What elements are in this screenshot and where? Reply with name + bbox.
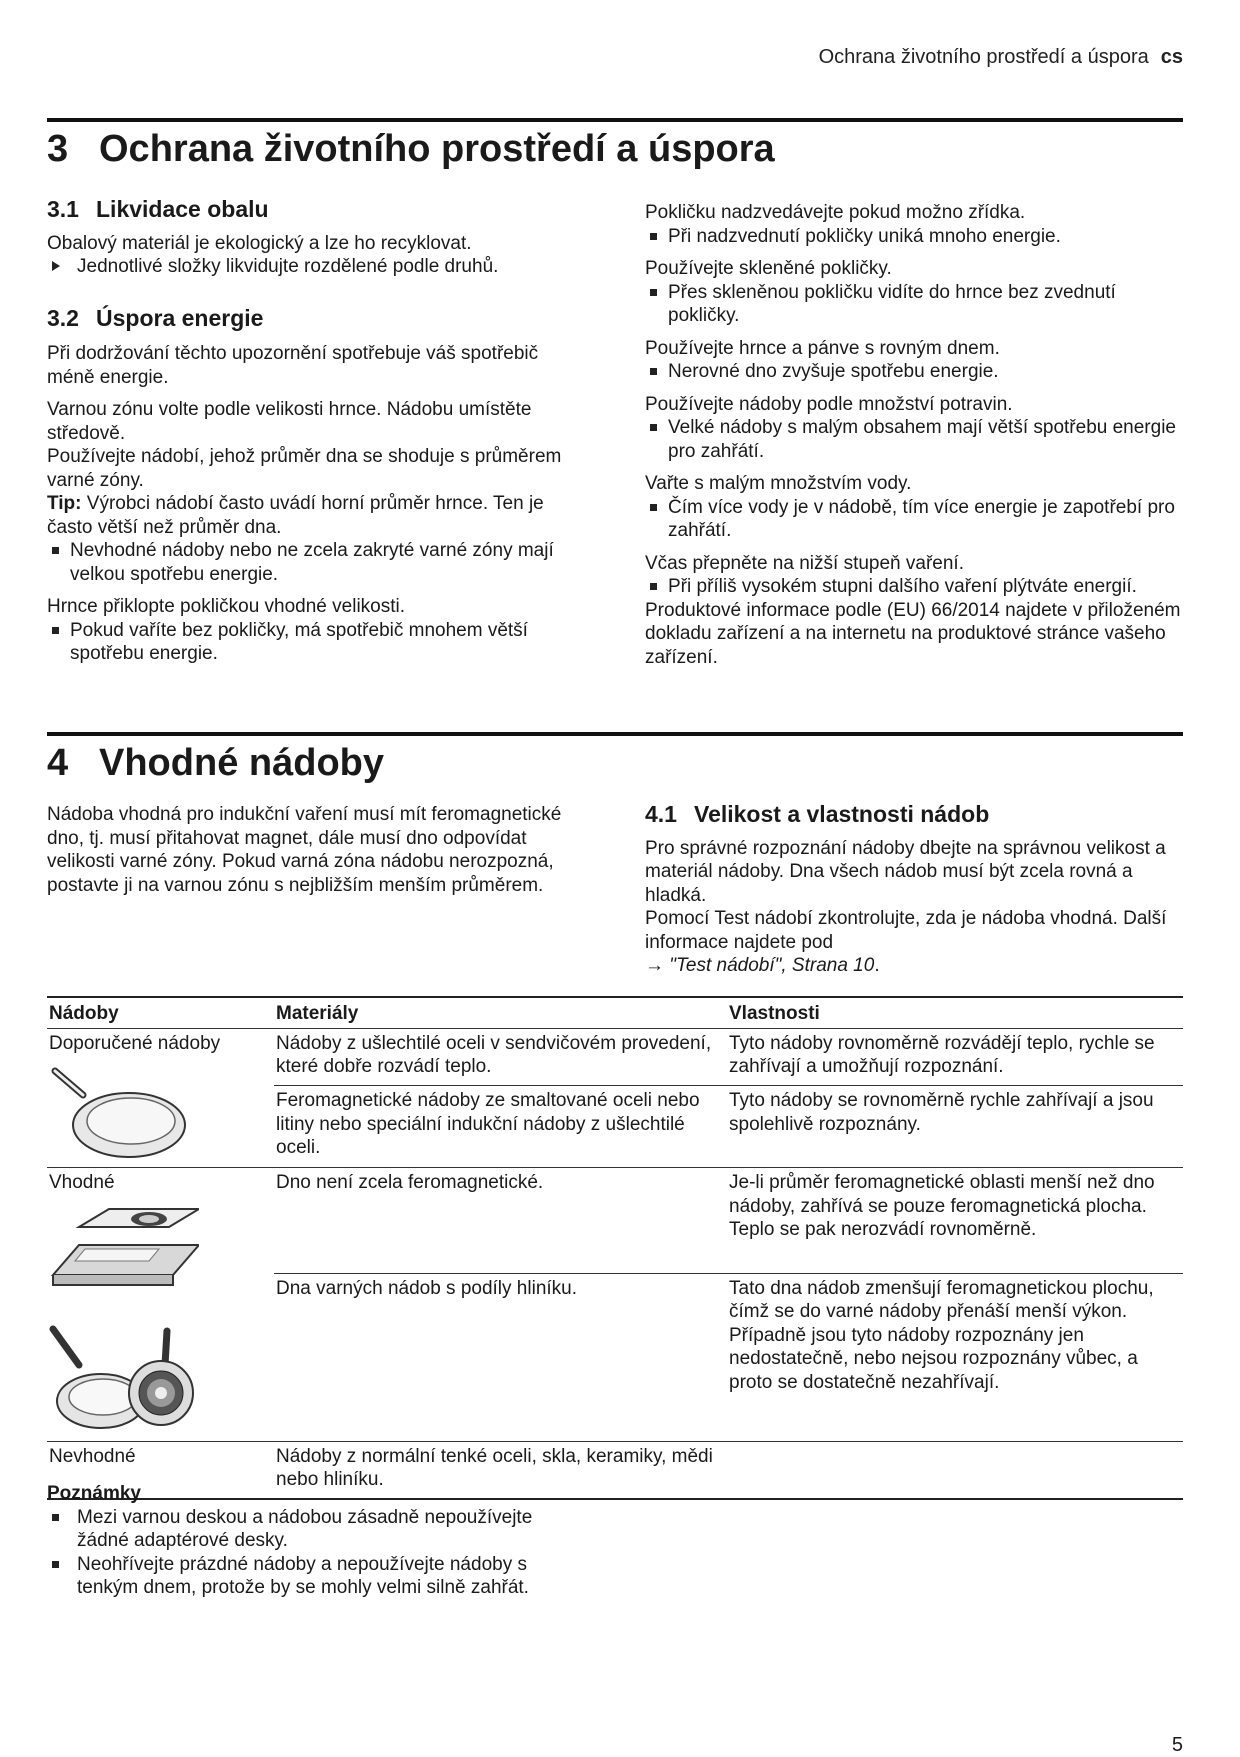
- paragraph: Včas přepněte na nižší stupeň vaření.: [645, 552, 964, 574]
- list-item: Čím více vody je v nádobě, tím více energie je zapotřebí pro zahřátí.: [645, 496, 1183, 543]
- list-item: Při nadzvednutí pokličky uniká mnoho energie.: [645, 225, 1183, 249]
- property-cell: Tyto nádoby se rovnoměrně rychle zahřívají a jsou spolehlivě rozpoznány.: [727, 1086, 1183, 1168]
- chapter-4-title: Vhodné nádoby: [99, 742, 384, 784]
- running-header: [819, 46, 1183, 69]
- material-cell: Feromagnetické nádoby ze smaltované oceli nebo litiny nebo speciální indukční nádoby z ušlechtilé oceli.: [274, 1086, 727, 1168]
- table-row: [47, 1168, 1183, 1274]
- material-cell: Nádoby z ušlechtilé oceli v sendvičovém provedení, které dobře rozvádí teplo.: [276, 1032, 712, 1077]
- category-cell: [47, 1028, 274, 1168]
- paragraph: Pokličku nadzvedávejte pokud možno zřídka.: [645, 202, 1026, 223]
- cross-reference-link[interactable]: → "Test nádobí", Strana 10: [645, 955, 875, 976]
- column-header: Vlastnosti: [727, 997, 1183, 1028]
- section-3-2-heading: 3.2 Úspora energie: [47, 304, 264, 331]
- list-item: Pokud vaříte bez pokličky, má spotřebič mnohem větší spotřebu energie.: [47, 619, 567, 666]
- notes-title: Poznámky: [47, 1483, 141, 1504]
- paragraph: Vařte s malým množstvím vody.: [645, 473, 912, 494]
- paragraph: Hrnce přiklopte pokličkou vhodné velikosti.: [47, 596, 406, 617]
- paragraph: Používejte hrnce a pánve s rovným dnem.: [645, 337, 1000, 359]
- paragraph: Používejte nádoby podle množství potravin.: [645, 393, 1013, 415]
- griddle-plate-icon: [49, 1205, 199, 1315]
- section-3-1-heading: 3.1 Likvidace obalu: [47, 196, 269, 222]
- paragraph: Nádoba vhodná pro indukční vaření musí mít feromagnetické dno, tj. musí přitahovat magnet, dále musí dno odpovídat velikosti varné zóny. Pokud varná zóna nádobu nerozpozná, postavte ji na varnou zónu s nejbližším menším průměrem.: [47, 804, 562, 896]
- page-number: 5: [1171, 1734, 1183, 1756]
- table-header-row: [47, 997, 1183, 1028]
- chapter-3-title: Ochrana životního prostředí a úspora: [99, 128, 775, 170]
- paragraph: Pro správné rozpoznání nádoby dbejte na správnou velikost a materiál nádoby. Dna všech nádob musí být zcela rovná a hladká.: [645, 837, 1166, 906]
- chapter-3-heading: 3 Ochrana životního prostředí a úspora: [47, 128, 775, 170]
- paragraph: Varnou zónu volte podle velikosti hrnce. Nádobu umístěte středově.: [47, 399, 532, 444]
- property-cell: Tato dna nádob zmenšují feromagnetickou plochu, čímž se do varné nádoby přenáší menší výkon. Případně jsou tyto nádoby rozpoznány jen nedostatečně, nebo nejsou rozpoznány vůbec, a proto se dostatečně nezahřívají.: [727, 1273, 1183, 1441]
- chapter-rule: [47, 118, 1183, 122]
- category-cell: [47, 1168, 274, 1442]
- chapter-rule: [47, 732, 1183, 736]
- list-item: Přes skleněnou pokličku vidíte do hrnce bez zvednutí pokličky.: [645, 281, 1183, 328]
- tip: Tip: Výrobci nádobí často uvádí horní průměr hrnce. Ten je často větší než průměr dna.: [47, 493, 544, 538]
- cross-reference: → "Test nádobí", Strana 10.: [645, 955, 880, 976]
- aluminium-pan-icon: [49, 1325, 199, 1435]
- column-header: Nádoby: [47, 997, 274, 1028]
- column-header: Materiály: [274, 997, 727, 1028]
- instruction-step: Jednotlivé složky likvidujte rozdělené podle druhů.: [47, 255, 567, 279]
- chapter-3-right-column: [645, 201, 1183, 669]
- paragraph: Pomocí Test nádobí zkontrolujte, zda je nádoba vhodná. Další informace najdete pod: [645, 908, 1167, 953]
- category-unsuitable: Nevhodné: [47, 1441, 274, 1499]
- tip-label: Tip:: [47, 493, 82, 514]
- list-item: Nerovné dno zvyšuje spotřebu energie.: [645, 360, 1183, 384]
- language-code: cs: [1160, 46, 1183, 68]
- table-row: [47, 1028, 1183, 1086]
- property-cell: Je-li průměr feromagnetické oblasti menší než dno nádoby, zahřívá se pouze feromagnetická plocha. Teplo se pak nerozvádí rovnoměrně.: [727, 1168, 1183, 1274]
- running-header-title: Ochrana životního prostředí a úspora: [818, 46, 1149, 68]
- paragraph: Používejte skleněné pokličky.: [645, 258, 892, 279]
- property-cell: [727, 1441, 1183, 1499]
- category-suitable: Vhodné: [49, 1172, 115, 1193]
- chapter-3-left-column: [47, 198, 567, 666]
- chapter-4-heading: 4 Vhodné nádoby: [47, 742, 384, 784]
- section-4-1: [645, 803, 1183, 978]
- notes-block: [47, 1482, 577, 1600]
- list-item: Neohřívejte prázdné nádoby a nepoužívejte nádoby s tenkým dnem, protože by se mohly velmi silně zahřát.: [47, 1553, 577, 1600]
- list-item: Nevhodné nádoby nebo ne zcela zakryté varné zóny mají velkou spotřebu energie.: [47, 539, 567, 586]
- list-item: Mezi varnou deskou a nádobou zásadně nepoužívejte žádné adaptérové desky.: [47, 1506, 577, 1553]
- paragraph: Používejte nádobí, jehož průměr dna se shoduje s průměrem varné zóny.: [47, 446, 562, 491]
- material-cell: Dna varných nádob s podíly hliníku.: [274, 1273, 727, 1441]
- section-4-1-heading: 4.1 Velikost a vlastnosti nádob: [645, 801, 990, 827]
- paragraph: Produktové informace podle (EU) 66/2014 najdete v přiloženém dokladu zařízení a na internetu na produktové stránce vašeho zařízení.: [645, 599, 1181, 668]
- cookware-table: [47, 996, 1183, 1500]
- list-item: Velké nádoby s malým obsahem mají větší spotřebu energie pro zahřátí.: [645, 416, 1183, 463]
- material-cell: Dno není zcela feromagnetické.: [274, 1168, 727, 1274]
- material-cell: Nádoby z normální tenké oceli, skla, keramiky, mědi nebo hliníku.: [274, 1441, 727, 1499]
- paragraph: Obalový materiál je ekologický a lze ho recyklovat.: [47, 232, 472, 254]
- chapter-4-intro: [47, 803, 577, 897]
- property-cell: Tyto nádoby rovnoměrně rozvádějí teplo, rychle se zahřívají a umožňují rozpoznání.: [729, 1032, 1155, 1077]
- category-recommended: Doporučené nádoby: [49, 1032, 221, 1054]
- paragraph: Při dodržování těchto upozornění spotřebuje váš spotřebič méně energie.: [47, 343, 539, 388]
- frying-pan-icon: [49, 1065, 189, 1161]
- list-item: Při příliš vysokém stupni dalšího vaření plýtváte energií.: [645, 575, 1183, 599]
